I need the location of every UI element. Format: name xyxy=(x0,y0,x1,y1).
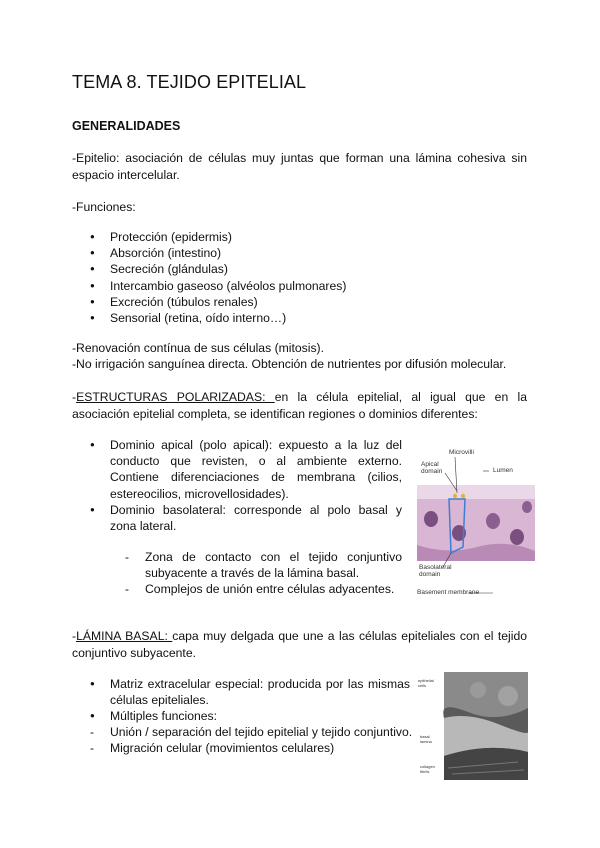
estructuras-term: ESTRUCTURAS POLARIZADAS: xyxy=(76,390,275,404)
list-item: ● Múltiples funciones: xyxy=(90,708,410,724)
funciones-list xyxy=(90,229,510,326)
prefix: - xyxy=(72,629,77,643)
list-item: ● Dominio apical (polo apical): expuesto a la luz del conducto que revisten, o al ambiente externo. Contiene diferenciaciones de membrana (cilios, estereocilios, microvellosidades). xyxy=(90,437,402,502)
page-title: TEMA 8. TEJIDO EPITELIAL xyxy=(72,72,307,92)
list-item: ● Excreción (túbulos renales) xyxy=(90,294,510,310)
list-item: ● Matriz extracelular especial: producida por las mismas células epiteliales. xyxy=(90,676,410,708)
estructuras-text: en la célula epitelial, al igual que en la asociación epitelial completa, se identifican regiones o dominios diferentes: xyxy=(72,390,527,421)
list-item: ● Dominio basolateral: corresponde al polo basal y zona lateral. xyxy=(90,502,402,534)
list-item: - Unión / separación del tejido epitelial y tejido conjuntivo. xyxy=(90,724,420,740)
section-heading-generalidades: GENERALIDADES xyxy=(72,119,181,133)
epitelio-definition: -Epitelio: asociación de células muy juntas que forman una lámina cohesiva sin espacio intercelular. xyxy=(72,151,527,182)
funciones-label: -Funciones: xyxy=(72,200,136,214)
prefix: - xyxy=(72,390,77,404)
basolateral-sublist xyxy=(125,549,402,598)
label-collagen-fibrils: collagen fibrils xyxy=(420,764,435,774)
dominios-list xyxy=(90,437,402,534)
list-item: - Complejos de unión entre células adyacentes. xyxy=(125,581,402,597)
label-basolateral-domain: Basolateral domain xyxy=(419,564,452,578)
figure-polarized-epithelium xyxy=(407,447,535,597)
list-item: ● Protección (epidermis) xyxy=(90,229,510,245)
label-microvilli: Microvilli xyxy=(449,449,474,456)
lamina-dash-list xyxy=(90,724,420,756)
list-item: ● Secreción (glándulas) xyxy=(90,261,510,277)
lamina-paragraph xyxy=(72,628,527,662)
list-item: - Zona de contacto con el tejido conjuntivo subyacente a través de la lámina basal. xyxy=(125,549,402,581)
label-basement-membrane: Basement membrane xyxy=(417,589,480,596)
list-item: ● Intercambio gaseoso (alvéolos pulmonares) xyxy=(90,278,510,294)
label-lumen: Lumen xyxy=(493,467,513,474)
irrigacion-text: -No irrigación sanguínea directa. Obtención de nutrientes por difusión molecular. xyxy=(72,357,507,371)
lamina-text: capa muy delgada que une a las células epiteliales con el tejido conjuntivo subyacente. xyxy=(72,629,528,660)
figure-basal-lamina-micrograph xyxy=(418,672,528,780)
lamina-list xyxy=(90,676,410,725)
list-item: - Migración celular (movimientos celulares) xyxy=(90,740,420,756)
label-epithelial-cells: epithelial cells xyxy=(418,678,434,688)
lamina-term: LÁMINA BASAL: xyxy=(76,629,173,643)
list-item: ● Absorción (intestino) xyxy=(90,245,510,261)
renovacion-text: -Renovación contínua de sus células (mitosis). xyxy=(72,341,324,355)
label-basal-lamina: basal lamina xyxy=(420,734,432,744)
label-apical-domain: Apical domain xyxy=(421,461,443,475)
estructuras-paragraph xyxy=(72,389,527,423)
list-item: ● Sensorial (retina, oído interno…) xyxy=(90,310,510,326)
